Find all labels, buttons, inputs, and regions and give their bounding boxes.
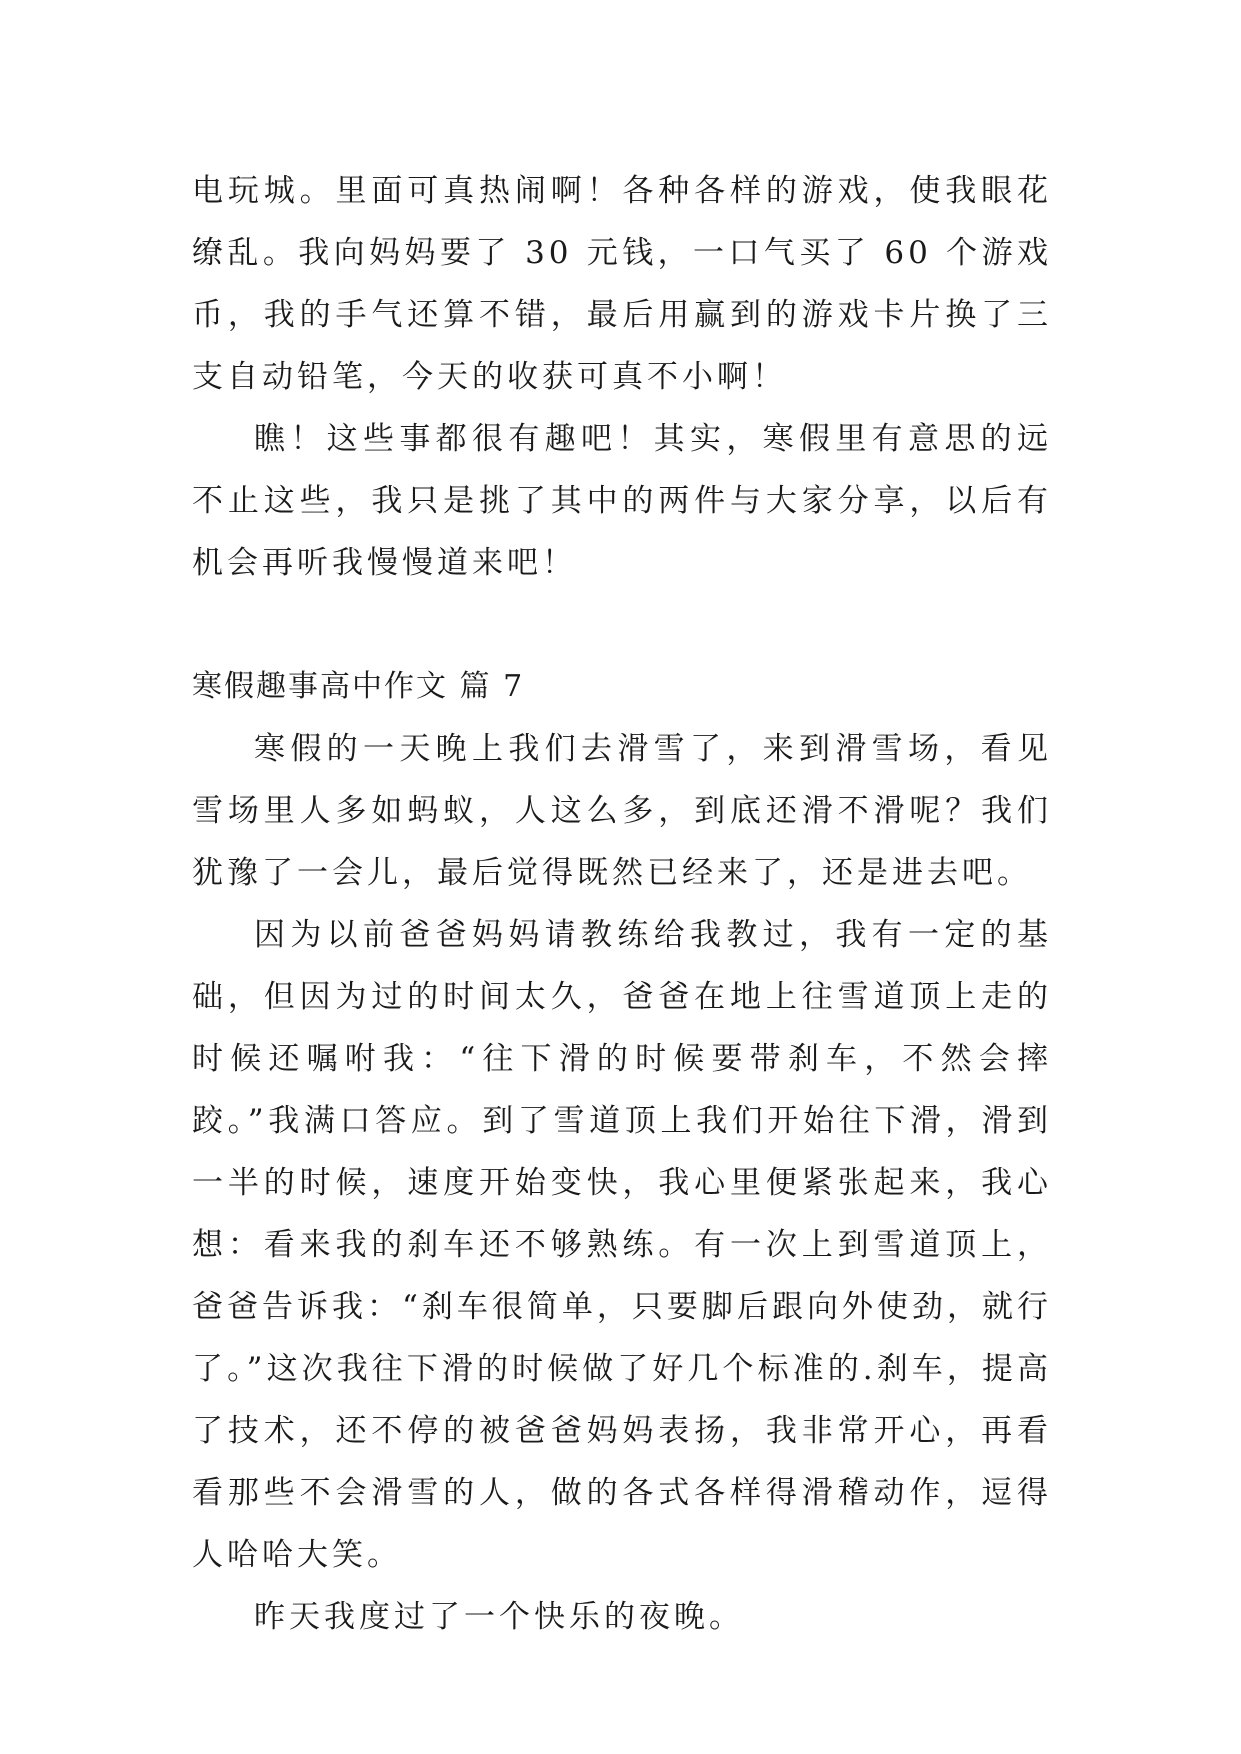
paragraph-intro: 寒假的一天晚上我们去滑雪了，来到滑雪场，看见雪场里人多如蚂蚁，人这么多，到底还滑不滑呢？我们犹豫了一会儿，最后觉得既然已经来了，还是进去吧。 [192,731,1052,891]
section-heading: 寒假趣事高中作文 篇 7 [192,669,525,704]
paragraph-body: 因为以前爸爸妈妈请教练给我教过，我有一定的基础，但因为过的时间太久，爸爸在地上往雪道顶上走的时候还嘱咐我：“往下滑的时候要带刹车，不然会摔跤。”我满口答应。到了雪道顶上我们开始往下滑，滑到一半的时候，速度开始变快，我心里便紧张起来，我心想：看来我的刹车还不够熟练。有一次上到雪道顶上，爸爸告诉我：“刹车很简单，只要脚后跟向外使劲，就行了。”这次我往下滑的时候做了好几个标准的.刹车，提高了技术，还不停的被爸爸妈妈表扬，我非常开心，再看看那些不会滑雪的人，做的各式各样得滑稽动作，逗得人哈哈大笑。 [192,917,1052,1573]
document-body [192,160,1052,1648]
paragraph-ending: 昨天我度过了一个快乐的夜晚。 [254,1599,744,1635]
paragraph-conclusion: 瞧！这些事都很有趣吧！其实，寒假里有意思的远不止这些，我只是挑了其中的两件与大家分享，以后有机会再听我慢慢道来吧！ [192,421,1052,581]
paragraph-continuation: 电玩城。里面可真热闹啊！各种各样的游戏，使我眼花缭乱。我向妈妈要了 30 元钱，一口气买了 60 个游戏币，我的手气还算不错，最后用赢到的游戏卡片换了三支自动铅笔，今天的收获可真不小啊！ [192,173,1052,395]
